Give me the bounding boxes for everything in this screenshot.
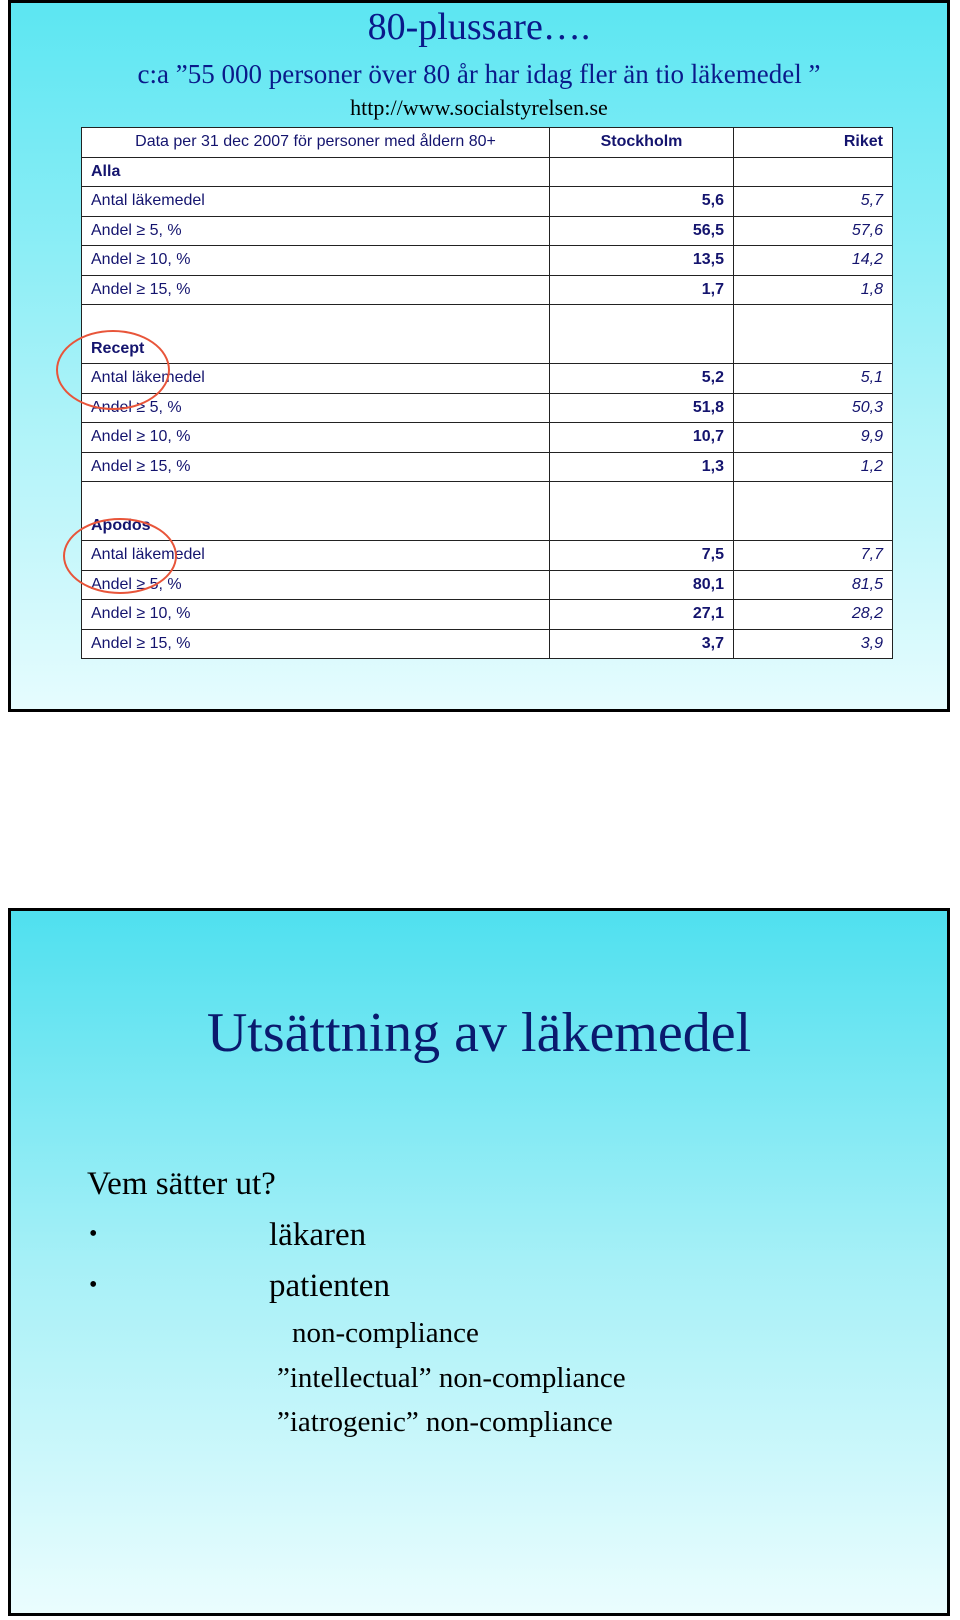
- highlight-ring-recept: [56, 330, 170, 410]
- riket-value: 5,7: [734, 187, 893, 217]
- table-row: [82, 246, 893, 276]
- stockholm-value: 3,7: [550, 629, 734, 659]
- sub-line: ”intellectual” non-compliance: [277, 1362, 626, 1394]
- riket-value: 14,2: [734, 246, 893, 276]
- stockholm-value: 1,7: [550, 275, 734, 305]
- riket-value: 7,7: [734, 541, 893, 571]
- sub-line: non-compliance: [292, 1317, 479, 1349]
- table-row: [82, 570, 893, 600]
- table-row: [82, 187, 893, 217]
- spacer-row: [82, 305, 893, 335]
- table-row: [82, 541, 893, 571]
- row-label: Andel ≥ 5, %: [82, 570, 550, 600]
- highlight-ring-apodos: [63, 518, 177, 594]
- stockholm-value: 10,7: [550, 423, 734, 453]
- medication-table: [81, 127, 893, 659]
- row-label: Andel ≥ 5, %: [82, 216, 550, 246]
- bullet-item: patienten: [269, 1268, 390, 1304]
- row-label: Antal läkemedel: [82, 364, 550, 394]
- row-label: Andel ≥ 15, %: [82, 452, 550, 482]
- slide-subtitle: c:a ”55 000 personer över 80 år har idag fler än tio läkemedel ”: [137, 59, 821, 89]
- row-label: Andel ≥ 10, %: [82, 423, 550, 453]
- riket-value: 3,9: [734, 629, 893, 659]
- stockholm-value: 51,8: [550, 393, 734, 423]
- row-label: Antal läkemedel: [82, 187, 550, 217]
- slide-title: Utsättning av läkemedel: [206, 1002, 752, 1064]
- header-description: Data per 31 dec 2007 för personer med åldern 80+: [82, 128, 550, 158]
- riket-value: 9,9: [734, 423, 893, 453]
- section-row-apodos: [82, 511, 893, 541]
- table-row: [82, 629, 893, 659]
- stockholm-value: 1,3: [550, 452, 734, 482]
- slide-top: [8, 0, 950, 712]
- slide-bottom: [8, 908, 950, 1616]
- section-label: Alla: [82, 157, 550, 187]
- riket-value: 57,6: [734, 216, 893, 246]
- table-row: [82, 275, 893, 305]
- table-row: [82, 452, 893, 482]
- bullet-item: läkaren: [269, 1217, 367, 1253]
- section-label: Apodos: [82, 511, 550, 541]
- question-text: Vem sätter ut?: [87, 1166, 276, 1202]
- section-row-alla: [82, 157, 893, 187]
- source-url: http://www.socialstyrelsen.se: [350, 95, 608, 120]
- table-row: [82, 364, 893, 394]
- stockholm-value: 5,6: [550, 187, 734, 217]
- row-label: Andel ≥ 15, %: [82, 629, 550, 659]
- table-row: [82, 393, 893, 423]
- section-row-recept: [82, 334, 893, 364]
- row-label: Andel ≥ 10, %: [82, 246, 550, 276]
- bullet-icon: •: [89, 1272, 98, 1298]
- riket-value: 28,2: [734, 600, 893, 630]
- stockholm-value: 56,5: [550, 216, 734, 246]
- stockholm-value: 5,2: [550, 364, 734, 394]
- riket-value: 1,2: [734, 452, 893, 482]
- table-row: [82, 216, 893, 246]
- bullet-icon: •: [89, 1221, 98, 1247]
- table-row: [82, 600, 893, 630]
- table-row: [82, 423, 893, 453]
- header-riket: Riket: [734, 128, 893, 158]
- riket-value: 50,3: [734, 393, 893, 423]
- spacer-row: [82, 482, 893, 512]
- row-label: Andel ≥ 5, %: [82, 393, 550, 423]
- slide-title: 80-plussare….: [367, 6, 591, 48]
- row-label: Andel ≥ 10, %: [82, 600, 550, 630]
- header-stockholm: Stockholm: [550, 128, 734, 158]
- table-header-row: [82, 128, 893, 158]
- riket-value: 5,1: [734, 364, 893, 394]
- sub-line: ”iatrogenic” non-compliance: [277, 1406, 613, 1438]
- stockholm-value: 13,5: [550, 246, 734, 276]
- stockholm-value: 27,1: [550, 600, 734, 630]
- row-label: Antal läkemedel: [82, 541, 550, 571]
- stockholm-value: 80,1: [550, 570, 734, 600]
- row-label: Andel ≥ 15, %: [82, 275, 550, 305]
- riket-value: 81,5: [734, 570, 893, 600]
- stockholm-value: 7,5: [550, 541, 734, 571]
- riket-value: 1,8: [734, 275, 893, 305]
- section-label: Recept: [82, 334, 550, 364]
